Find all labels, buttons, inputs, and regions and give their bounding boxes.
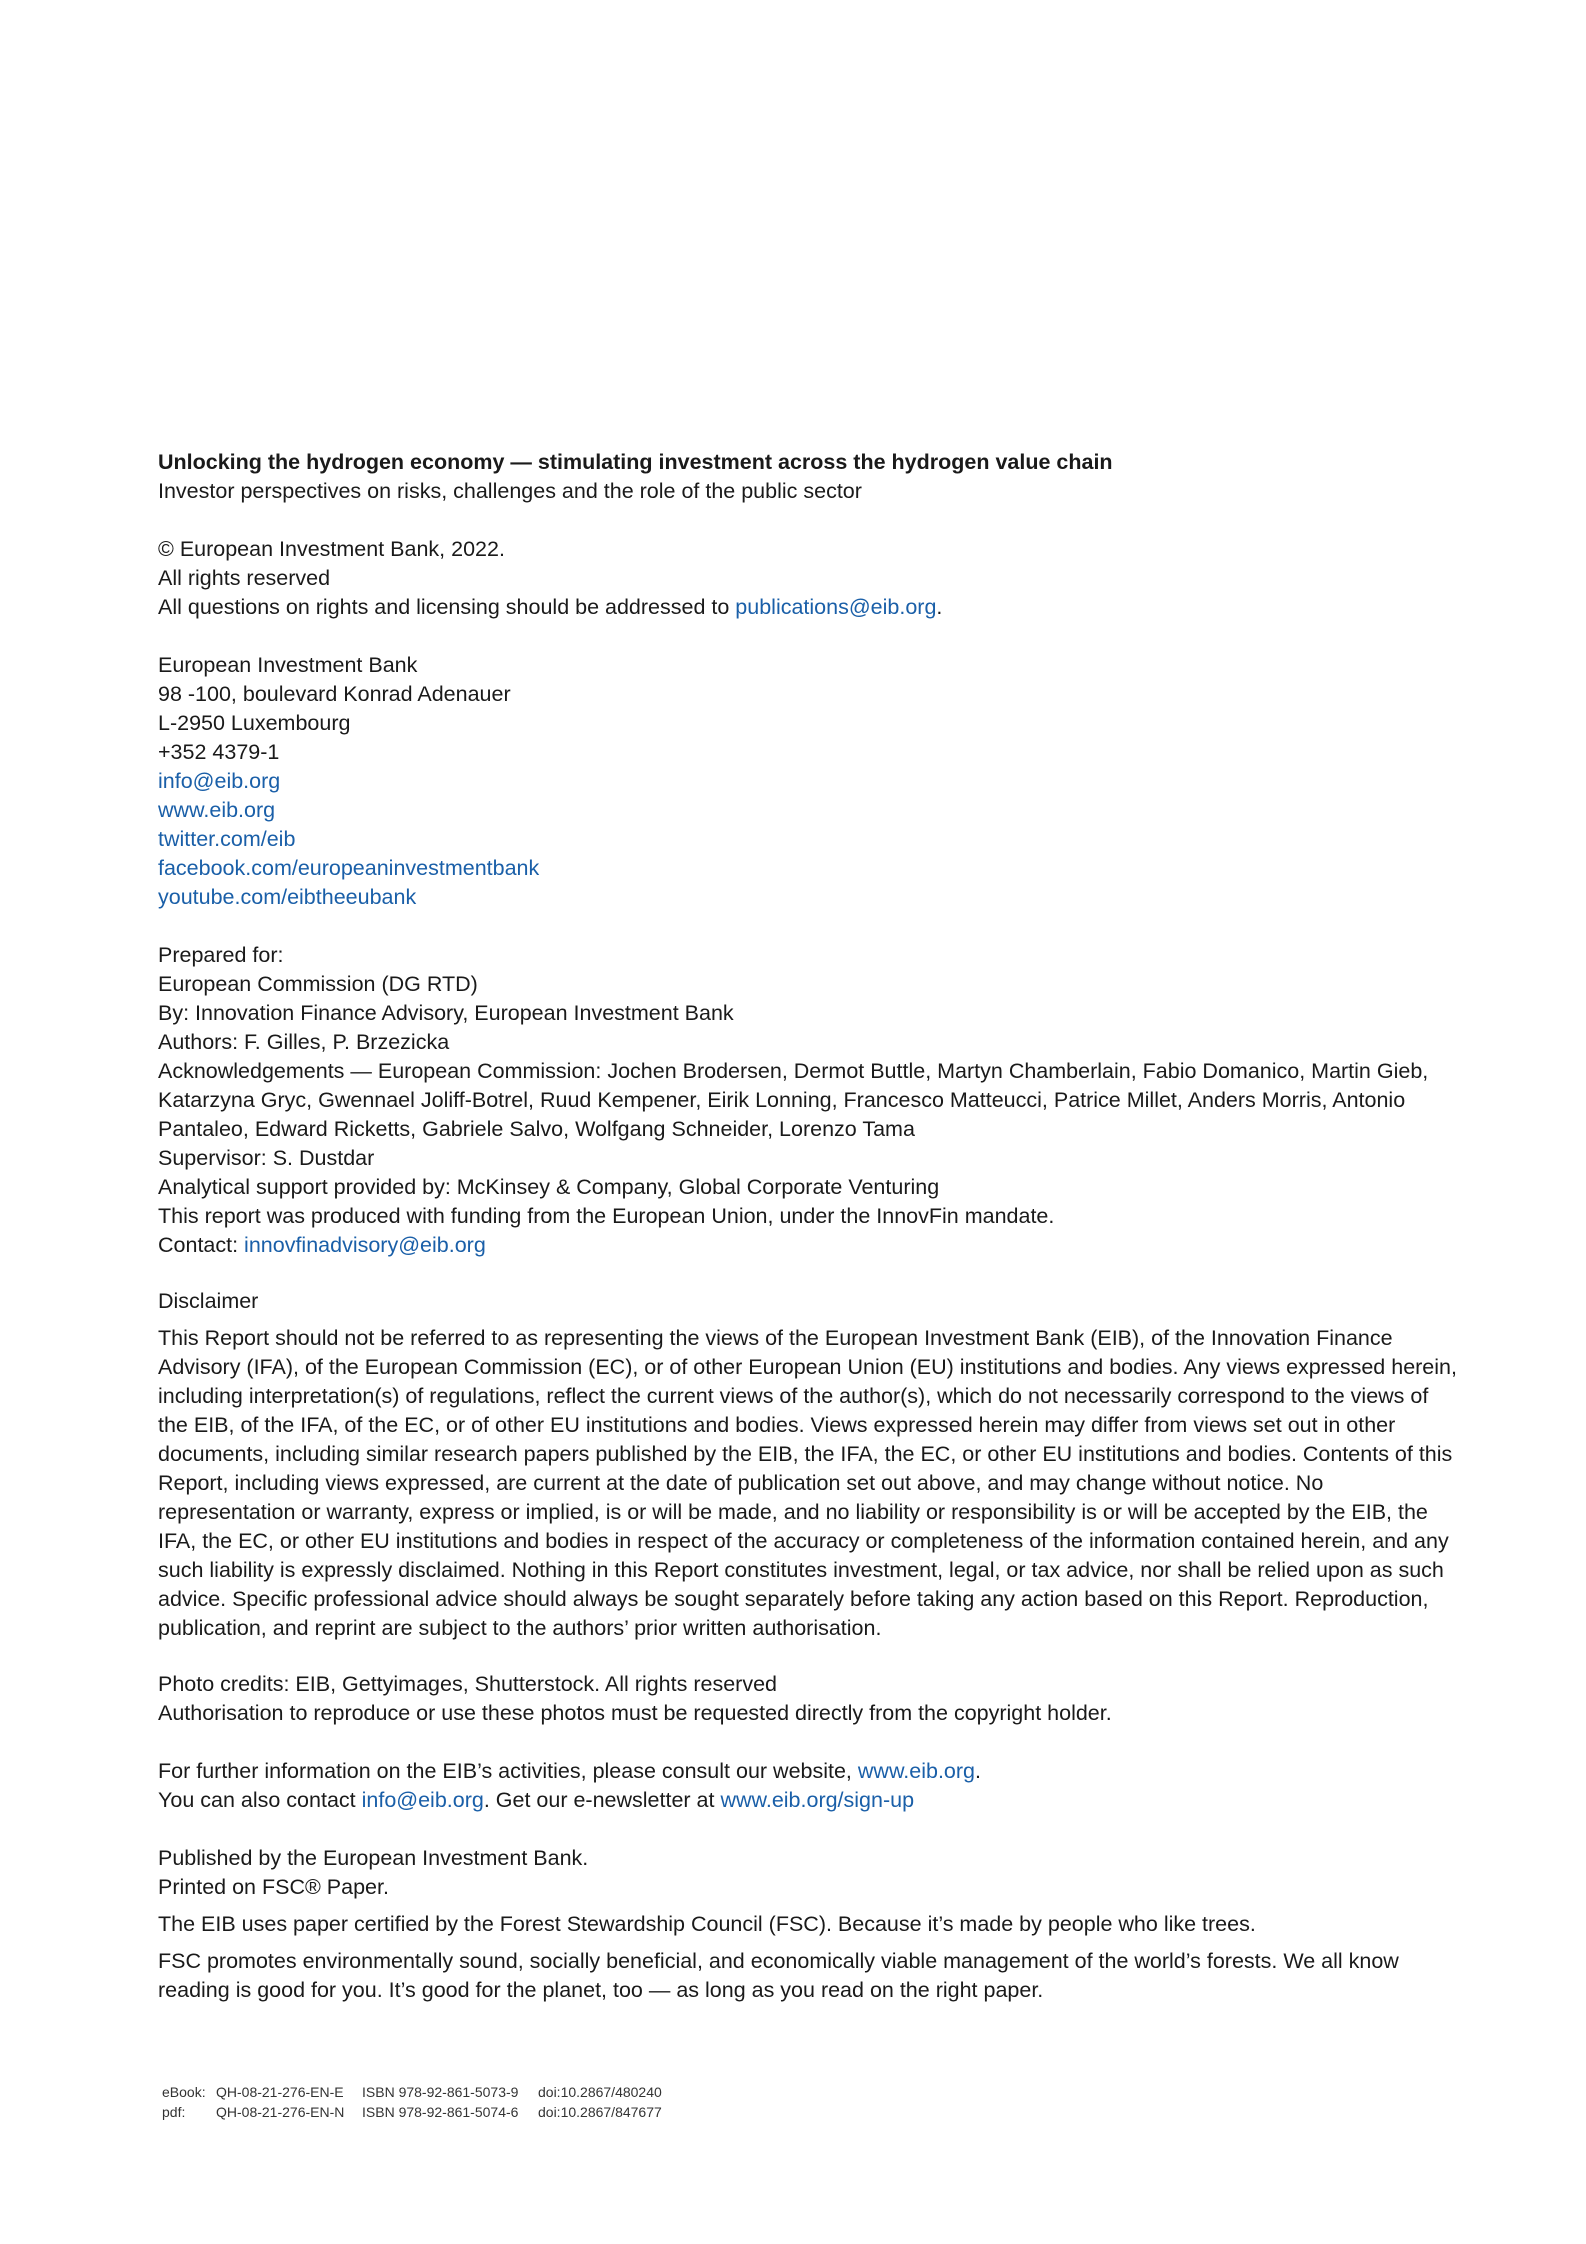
further-info-block (158, 1757, 1458, 1815)
rights-block (158, 535, 1458, 622)
contact-email-link[interactable]: info@eib.org (361, 1788, 484, 1812)
street-address: 98 -100, boulevard Konrad Adenauer (158, 682, 511, 706)
copyright-line: © European Investment Bank, 2022. (158, 537, 505, 561)
disclaimer-text: This Report should not be referred to as representing the views of the European Investment Bank (EIB), of the Innovation Finance Advisory (IFA), of the European Commission (EC), or of other European Union (EU) institutions and bodies. Any views expressed herein, including interpretation(s) of regulations, reflect the current views of the author(s), which do not necessarily correspond to the views of the EIB, of the IFA, of the EC, or of other EU institutions and bodies. Views expressed herein may differ from views set out in other documents, including similar research papers published by the EIB, the IFA, the EC, or other EU institutions and bodies. Contents of this Report, including views expressed, are current at the date of publication set out above, and may change without notice. No representation or warranty, express or implied, is or will be made, and no liability or responsibility is or will be accepted by the EIB, the IFA, the EC, or other EU institutions and bodies in respect of the accuracy or completeness of the information contained herein, and any such liability is expressly disclaimed. Nothing in this Report constitutes investment, legal, or tax advice, nor shall be relied upon as such advice. Specific professional advice should always be sought separately before taking any action based on this Report. Reproduction, publication, and reprint are subject to the authors’ prior written authorisation. (158, 1326, 1457, 1640)
further-info-line (158, 1757, 1458, 1786)
pdf-label: pdf: (162, 2104, 186, 2120)
supervisor: Supervisor: S. Dustdar (158, 1146, 375, 1170)
ebook-identifier-row (162, 2082, 662, 2102)
youtube-link[interactable]: youtube.com/eibtheeubank (158, 885, 417, 909)
website-link[interactable]: www.eib.org (158, 798, 276, 822)
photo-credits: Photo credits: EIB, Gettyimages, Shutterstock. All rights reserved (158, 1672, 777, 1696)
report-title: Unlocking the hydrogen economy — stimulating investment across the hydrogen value chain (158, 450, 1113, 474)
newsletter-text: . Get our e-newsletter at (483, 1788, 721, 1812)
pdf-isbn: ISBN 978-92-861-5074-6 (362, 2104, 519, 2120)
city-address: L-2950 Luxembourg (158, 711, 351, 735)
contact-label: Contact: (158, 1233, 245, 1257)
publications-email-link[interactable]: publications@eib.org (735, 595, 937, 619)
fsc-promotion: FSC promotes environmentally sound, socially beneficial, and economically viable management of the world’s forests. We all know reading is good for you. It’s good for the planet, too — as long as you read on the right paper. (158, 1949, 1399, 2002)
eib-website-link[interactable]: www.eib.org (857, 1759, 975, 1783)
published-by: Published by the European Investment Bank. (158, 1846, 589, 1870)
facebook-link[interactable]: facebook.com/europeaninvestmentbank (158, 856, 540, 880)
prepared-by: By: Innovation Finance Advisory, European Investment Bank (158, 1001, 734, 1025)
rights-reserved-line: All rights reserved (158, 566, 331, 590)
prepared-for-value: European Commission (DG RTD) (158, 972, 478, 996)
contact-newsletter-line (158, 1786, 1458, 1815)
prepared-for-label: Prepared for: (158, 943, 284, 967)
pdf-identifier-row (162, 2102, 662, 2122)
innovfin-email-link[interactable]: innovfinadvisory@eib.org (244, 1233, 486, 1257)
licensing-line (158, 593, 1458, 622)
contact-line (158, 1231, 1458, 1260)
funding-note: This report was produced with funding from the European Union, under the InnovFin mandate. (158, 1204, 1055, 1228)
ebook-label: eBook: (162, 2084, 206, 2100)
phone-number: +352 4379-1 (158, 740, 280, 764)
further-info-text: For further information on the EIB’s activities, please consult our website, (158, 1759, 858, 1783)
imprint-content (158, 448, 1458, 2005)
pdf-doi: doi:10.2867/847677 (538, 2104, 662, 2120)
authors: Authors: F. Gilles, P. Brzezicka (158, 1030, 450, 1054)
licensing-period: . (936, 595, 943, 619)
disclaimer-heading: Disclaimer (158, 1289, 259, 1313)
title-block (158, 448, 1458, 506)
pdf-catalogue-code: QH-08-21-276-EN-N (216, 2104, 345, 2120)
publishing-block (158, 1844, 1458, 2005)
contact-text: You can also contact (158, 1788, 362, 1812)
report-subtitle: Investor perspectives on risks, challenges and the role of the public sector (158, 479, 862, 503)
prepared-block (158, 941, 1458, 1260)
ebook-doi: doi:10.2867/480240 (538, 2084, 662, 2100)
fsc-certification: The EIB uses paper certified by the Forest Stewardship Council (FSC). Because it’s made by people who like trees. (158, 1912, 1256, 1936)
info-email-link[interactable]: info@eib.org (158, 769, 281, 793)
org-name: European Investment Bank (158, 653, 418, 677)
acknowledgements: Acknowledgements — European Commission: Jochen Brodersen, Dermot Buttle, Martyn Chamberlain, Fabio Domanico, Martin Gieb, Katarzyna Gryc, Gwennael Joliff-Botrel, Ruud Kempener, Eirik Lonning, Francesco Matteucci, Patrice Millet, Anders Morris, Antonio Pantaleo, Edward Ricketts, Gabriele Salvo, Wolfgang Schneider, Lorenzo Tama (158, 1059, 1429, 1141)
licensing-text: All questions on rights and licensing should be addressed to (158, 595, 736, 619)
printed-on: Printed on FSC® Paper. (158, 1875, 389, 1899)
newsletter-signup-link[interactable]: www.eib.org/sign-up (720, 1788, 915, 1812)
disclaimer-block (158, 1287, 1458, 1643)
further-info-period: . (975, 1759, 981, 1783)
photo-credits-block (158, 1670, 1458, 1728)
photo-authorisation: Authorisation to reproduce or use these photos must be requested directly from the copyright holder. (158, 1701, 1112, 1725)
address-block (158, 651, 1458, 912)
ebook-catalogue-code: QH-08-21-276-EN-E (216, 2084, 344, 2100)
analytical-support: Analytical support provided by: McKinsey & Company, Global Corporate Venturing (158, 1175, 940, 1199)
twitter-link[interactable]: twitter.com/eib (158, 827, 296, 851)
ebook-isbn: ISBN 978-92-861-5073-9 (362, 2084, 519, 2100)
publication-identifiers (162, 2082, 662, 2122)
